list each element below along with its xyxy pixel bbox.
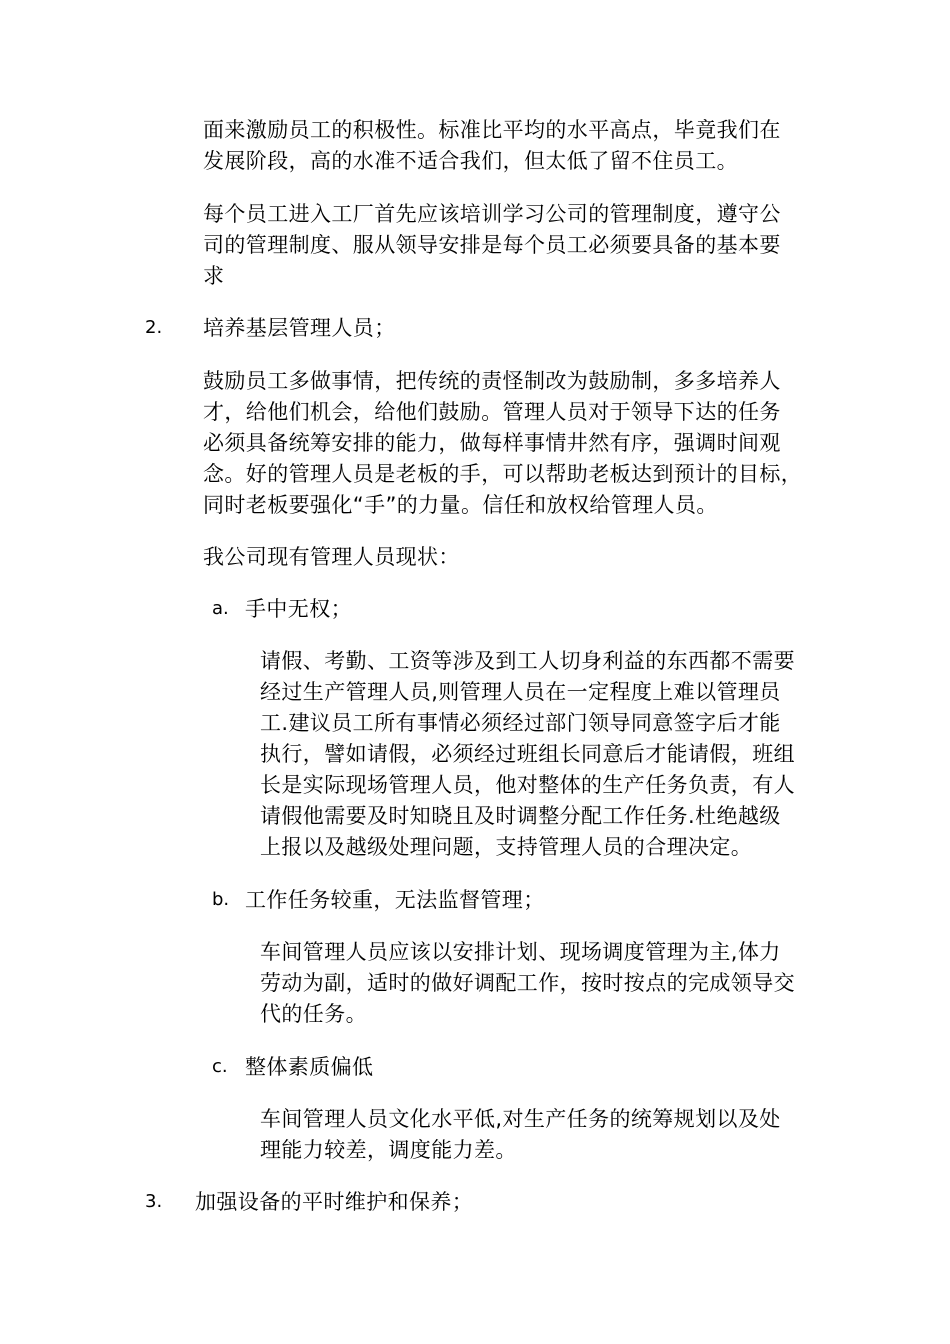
sub-item-marker: c. — [212, 1056, 228, 1077]
list-item-title: 培养基层管理人员； — [203, 316, 396, 340]
list-item-title: 加强设备的平时维护和保养； — [195, 1190, 474, 1214]
text-line: 同时老板要强化“手”的力量。信任和放权给管理人员。 — [203, 493, 718, 517]
text-line: 工.建议员工所有事情必须经过部门领导同意签字后才能 — [260, 711, 781, 735]
text-line: 车间管理人员文化水平低,对生产任务的统筹规划以及处 — [260, 1107, 781, 1131]
text-line: 必须具备统筹安排的能力，做每样事情井然有序，强调时间观 — [203, 431, 781, 455]
sub-item-marker: a. — [212, 598, 229, 619]
text-line: 请假他需要及时知晓且及时调整分配工作任务.杜绝越级 — [260, 804, 781, 828]
sub-item-title: 工作任务较重，无法监督管理； — [245, 888, 545, 912]
text-line: 才，给他们机会，给他们鼓励。管理人员对于领导下达的任务 — [203, 400, 781, 424]
text-line: 司的管理制度、服从领导安排是每个员工必须要具备的基本要 — [203, 233, 781, 257]
sub-item-marker: b. — [212, 889, 230, 910]
text-line: 理能力较差，调度能力差。 — [260, 1138, 517, 1162]
text-line: 执行，譬如请假，必须经过班组长同意后才能请假，班组 — [260, 742, 795, 766]
text-line: 车间管理人员应该以安排计划、现场调度管理为主,体力 — [260, 940, 781, 964]
list-number: 2. — [145, 317, 163, 338]
sub-item-title: 手中无权； — [245, 597, 352, 621]
text-line: 求 — [203, 264, 225, 288]
text-line: 长是实际现场管理人员，他对整体的生产任务负责，有人 — [260, 773, 795, 797]
text-line: 我公司现有管理人员现状： — [203, 545, 460, 569]
text-line: 念。好的管理人员是老板的手，可以帮助老板达到预计的目标， — [203, 462, 803, 486]
text-line: 每个员工进入工厂首先应该培训学习公司的管理制度，遵守公 — [203, 202, 781, 226]
list-number: 3. — [145, 1191, 163, 1212]
text-line: 发展阶段，高的水准不适合我们，但太低了留不住员工。 — [203, 149, 738, 173]
text-line: 代的任务。 — [260, 1002, 367, 1026]
text-line: 面来激励员工的积极性。标准比平均的水平高点，毕竟我们在 — [203, 118, 781, 142]
text-line: 上报以及越级处理问题，支持管理人员的合理决定。 — [260, 835, 753, 859]
text-line: 经过生产管理人员,则管理人员在一定程度上难以管理员 — [260, 680, 781, 704]
text-line: 请假、考勤、工资等涉及到工人切身利益的东西都不需要 — [260, 649, 795, 673]
text-line: 劳动为副，适时的做好调配工作，按时按点的完成领导交 — [260, 971, 795, 995]
sub-item-title: 整体素质偏低 — [245, 1055, 374, 1079]
text-line: 鼓励员工多做事情，把传统的责怪制改为鼓励制，多多培养人 — [203, 369, 781, 393]
